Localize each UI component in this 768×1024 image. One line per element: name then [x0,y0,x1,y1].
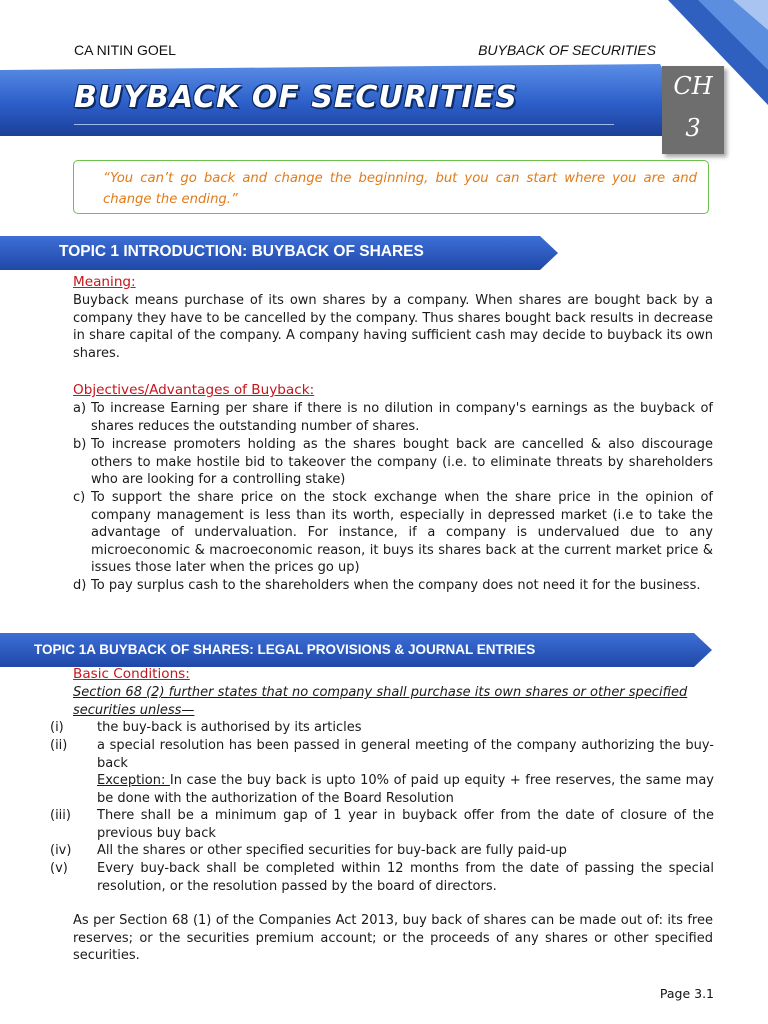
list-text: To increase promoters holding as the shares bought back are cancelled & also discourage others to make hostile bid to takeover the company (i.e. to eliminate threats by shareholders who are looking for a controlling stake) [91,437,713,488]
objectives-heading: Objectives/Advantages of Buyback: [73,382,315,398]
list-label: (v) [50,861,68,876]
list-label: (ii) [50,738,68,753]
topic1a-heading: TOPIC 1A BUYBACK OF SHARES: LEGAL PROVISIONS & JOURNAL ENTRIES [34,642,536,657]
exception-text: In case the buy back is upto 10% of paid up equity + free reserves, the same may be done with the authorization of the Board Resolution [97,773,714,806]
list-text: There shall be a minimum gap of 1 year in buyback offer from the date of closure of the previous buy back [97,808,714,841]
condition-item-ii [50,737,714,772]
meaning-text: Buyback means purchase of its own shares by a company. When shares are bought back by a company they have to be cancelled by the company. Thus shares bought back results in decrease in share capital of the company. A company having sufficient cash may decide to buyback its own shares. [73,293,713,361]
condition-item-iii [50,807,714,842]
basic-conditions-heading: Basic Conditions: [73,666,190,682]
list-label: d) [73,578,87,593]
objective-item-c [73,489,713,577]
list-text: To increase Earning per share if there is no dilution in company's earnings as the buyback of shares reduces the outstanding number of shares. [91,401,713,434]
section-68-1-paragraph: As per Section 68 (1) of the Companies Act 2013, buy back of shares can be made out of: its free reserves; or the securities premium account; or the proceeds of any shares or other specified securities. [73,913,713,964]
objective-item-a [73,400,713,435]
list-text: the buy-back is authorised by its articles [97,720,362,735]
list-label: (i) [50,720,64,735]
list-text: a special resolution has been passed in general meeting of the company authorizing the buy-back [97,738,714,771]
objective-item-d [73,577,713,595]
list-label: b) [73,437,87,452]
exception-label: Exception: [97,773,170,788]
list-text: To pay surplus cash to the shareholders when the company does not need it for the business. [91,578,701,593]
list-text: All the shares or other specified securities for buy-back are fully paid-up [97,843,567,858]
list-text: Every buy-back shall be completed within 12 months from the date of passing the special resolution, or the resolution passed by the board of directors. [97,861,714,894]
page-number: Page 3.1 [659,986,714,1001]
header-author: CA NITIN GOEL [74,42,176,58]
list-label: (iii) [50,808,71,823]
list-label: a) [73,401,87,416]
objective-item-b [73,436,713,489]
condition-item-i [50,719,714,737]
meaning-heading: Meaning: [73,274,136,290]
condition-item-v [50,860,714,895]
section-68-2-text: Section 68 (2) further states that no company shall purchase its own shares or other specified securities unless— [73,685,688,718]
header-running-title: BUYBACK OF SECURITIES [478,42,656,58]
list-label: (iv) [50,843,72,858]
title-underline [74,124,614,125]
list-label: c) [73,490,86,505]
chapter-tab [662,66,724,154]
quote-text: “You can’t go back and change the beginning, but you can start where you are and change the ending.” [103,171,697,207]
chapter-title: BUYBACK OF SECURITIES [74,80,518,115]
list-text: To support the share price on the stock exchange when the share price in the opinion of company management is less than its worth, especially in depressed market (i.e to take the advantage of undervaluation. For instance, if a company is undervalued due to any microeconomic & macroeconomic reason, it buys its shares back at the current market price & issues those later when the prices go up) [91,490,713,576]
condition-item-iv [50,842,714,860]
topic1-heading: TOPIC 1 INTRODUCTION: BUYBACK OF SHARES [59,243,424,260]
exception-note [97,772,714,807]
chapter-tab-number: 3 [685,114,701,142]
chapter-tab-label: CH [673,72,713,100]
